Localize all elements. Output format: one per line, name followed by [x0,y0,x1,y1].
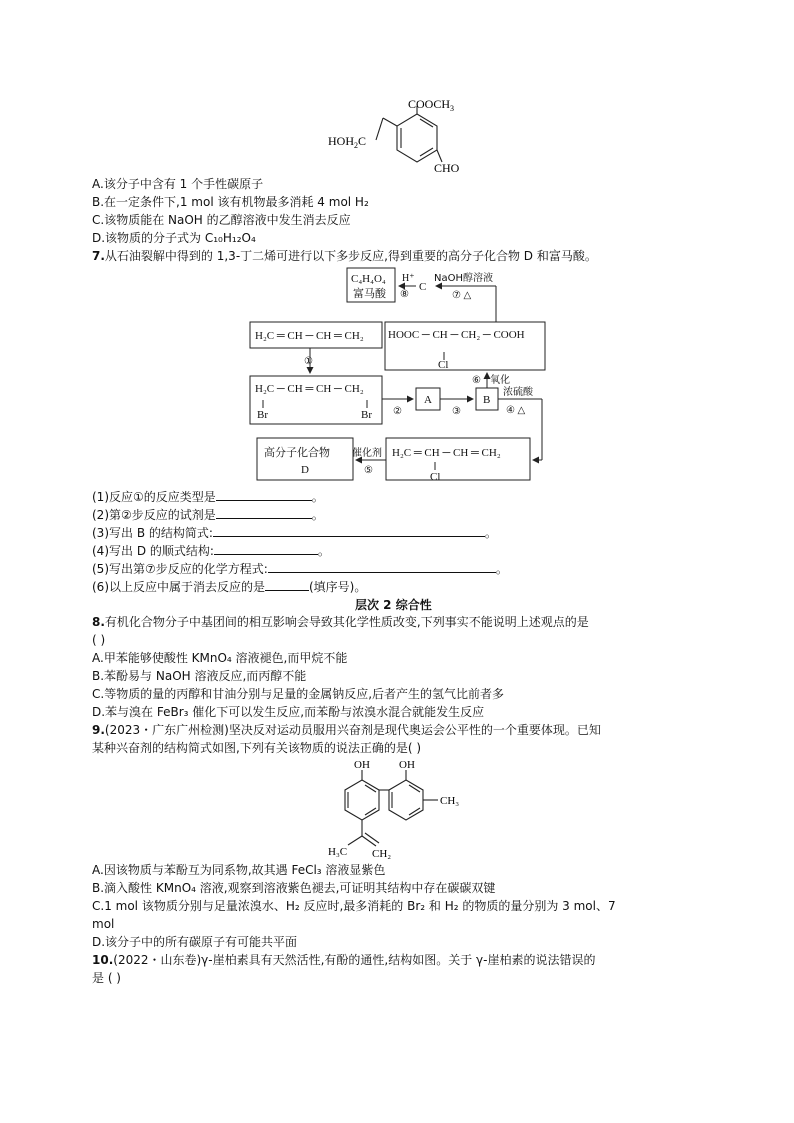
chloroprene-box [386,438,530,480]
dibromo-br-right: Br [361,409,372,421]
oxidation-label: 氧化 [490,375,510,386]
q8-option-c: C.等物质的量的丙醇和甘油分别与足量的金属钠反应,后者产生的氢气比前者多 [92,687,505,701]
butadiene-formula: H₂C ═ CH ─ CH ═ CH₂ [255,330,364,342]
q9-structure-diagram [320,756,480,860]
chloroprene-formula: H₂C ═ CH ─ CH ═ CH₂ [392,447,501,459]
q9-hydroxyl-left: OH [354,759,370,771]
q8-option-b: B.苯酚易与 NaOH 溶液反应,而丙醇不能 [92,669,307,683]
q8-option-d: D.苯与溴在 FeBr₃ 催化下可以发生反应,而苯酚与浓溴水混合就能发生反应 [92,705,485,719]
compound-a-label: A [424,394,432,406]
answer-blank-4[interactable] [214,542,318,555]
answer-blank-3[interactable] [213,524,485,537]
q7-subquestion-6: (6)以上反应中属于消去反应的是 (填序号)。 [92,580,367,594]
fumaric-acid-formula: C₄H₄O₄ [351,273,386,285]
q6-option-a: A.该分子中含有 1 个手性碳原子 [92,177,264,191]
q7-number: 7. [92,249,105,263]
answer-blank-1[interactable] [216,488,312,501]
q9-methyl-right: CH₃ [440,795,460,807]
q9-hydroxyl-right: OH [399,759,415,771]
q6-ester-group: $COOCH_3$ [408,97,455,113]
q9-option-c: C.1 mol 该物质分别与足量浓溴水、H₂ 反应时,最多消耗的 Br₂ 和 H₂ 的物质的量分别为 3 mol、7 [92,899,616,913]
section-heading: 层次 2 综合性 [355,598,432,612]
q9-stem-line2: 某种兴奋剂的结构简式如图,下列有关该物质的说法正确的是( ) [92,741,421,755]
q7-subquestion-2: (2)第②步反应的试剂是 。 [92,508,324,522]
q7-subquestion-1: (1)反应①的反应类型是 。 [92,490,324,504]
chloroprene-cl: Cl [430,471,441,483]
compound-b-label: B [483,394,491,406]
step1-label: ① [304,356,313,367]
q6-option-c: C.该物质能在 NaOH 的乙醇溶液中发生消去反应 [92,213,351,227]
q7-stem-text: 从石油裂解中得到的 1,3-丁二烯可进行以下多步反应,得到重要的高分子化合物 D 和富马酸。 [104,249,597,263]
step3-label: ③ [452,406,461,417]
step8-label: ⑧ [400,289,409,300]
step5-label: ⑤ [364,465,373,476]
q9-option-d: D.该分子中的所有碳原子有可能共平面 [92,935,298,949]
h-plus-label: H⁺ [402,273,415,284]
q8-stem: 8.有机化合物分子中基团间的相互影响会导致其化学性质改变,下列事实不能说明上述观点的是 [92,615,589,629]
catalyst-label: 催化剂 [352,448,382,459]
q9-option-a: A.因该物质与苯酚互为同系物,故其遇 FeCl₃ 溶液显紫色 [92,863,386,877]
step2-label: ② [393,406,402,417]
q7-subquestion-4: (4)写出 D 的顺式结构: 。 [92,544,330,558]
naoh-ethanol-label: NaOH醇溶液 [434,273,493,284]
compound-c-label: C [419,281,427,293]
step4-label: ④ △ [506,405,526,416]
q7-reaction-scheme [240,262,560,484]
conc-sulfuric-label: 浓硫酸 [503,387,533,398]
dibromo-formula: H₂C ─ CH ═ CH ─ CH₂ [255,383,364,395]
answer-blank-2[interactable] [216,506,312,519]
q6-aldehyde-group: CHO [434,161,460,175]
chloro-acid-formula: HOOC ─ CH ─ CH₂ ─ COOH [388,329,525,341]
answer-blank-6[interactable] [265,578,309,591]
fumaric-acid-name: 富马酸 [353,287,386,300]
step7-label: ⑦ △ [452,290,472,301]
q9-methylene-bottom: CH₂ [372,848,392,860]
q7-subquestion-3: (3)写出 B 的结构简式: 。 [92,526,497,540]
q6-option-d: D.该物质的分子式为 C₁₀H₁₂O₄ [92,231,256,245]
q9-option-c-cont: mol [92,917,115,931]
chloro-acid-cl: Cl [438,359,449,371]
q7-subquestion-5: (5)写出第⑦步反应的化学方程式: 。 [92,562,508,576]
q8-option-a: A.甲苯能够使酸性 KMnO₄ 溶液褪色,而甲烷不能 [92,651,348,665]
q6-structure-diagram [320,88,490,176]
polymer-d-line1: 高分子化合物 [264,446,330,459]
q9-methyl-bottom: H₃C [328,846,348,858]
q6-hydroxyethyl-group: $HOH_2C$ [328,134,367,150]
q10-stem-line2: 是 ( ) [92,971,121,985]
step6-label: ⑥ [472,375,481,386]
q6-option-b: B.在一定条件下,1 mol 该有机物最多消耗 4 mol H₂ [92,195,369,209]
answer-blank-5[interactable] [268,560,496,573]
polymer-d-line2: D [301,464,309,476]
dibromo-br-left: Br [257,409,268,421]
q9-stem-line1: 9.(2023・广东广州检测)坚决反对运动员服用兴奋剂是现代奥运会公平性的一个重要体现。已知 [92,723,601,737]
q8-answer-paren: ( ) [92,633,106,647]
q10-stem-line1: 10.(2022・山东卷)γ-崖柏素具有天然活性,有酚的通性,结构如图。关于 γ-崖柏素的说法错误的 [92,953,596,967]
q9-option-b: B.滴入酸性 KMnO₄ 溶液,观察到溶液紫色褪去,可证明其结构中存在碳碳双键 [92,881,496,895]
